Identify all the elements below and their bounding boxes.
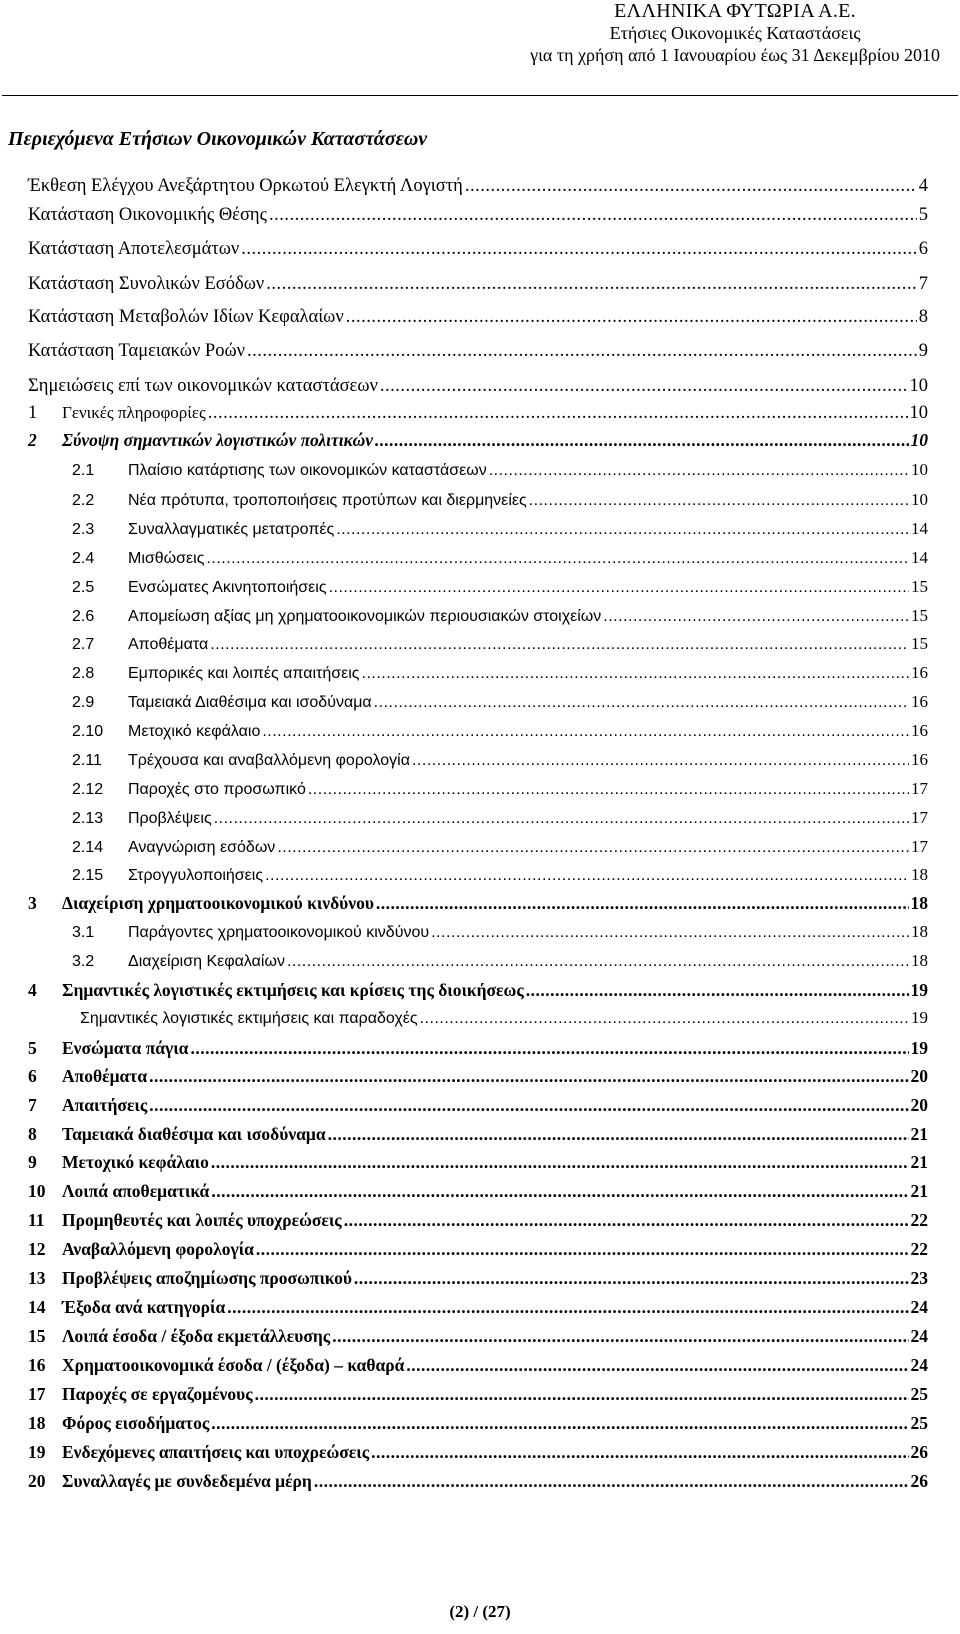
toc-entry-number: 2.3 [72, 521, 95, 538]
dot-leader [376, 891, 909, 915]
toc-entry-number: 20 [28, 1471, 46, 1491]
toc-entry-title: Χρηματοοικονομικά έσοδα / (έξοδα) – καθαρά [62, 1355, 405, 1375]
toc-entry-page: 25 [910, 1413, 928, 1433]
toc-entry[interactable] [28, 1440, 928, 1464]
toc-entry-page: 18 [911, 922, 928, 941]
toc-entry-title: Ενσώματες Ακινητοποιήσεις [128, 579, 327, 596]
toc-entry[interactable] [28, 1122, 928, 1146]
dot-leader [308, 778, 909, 802]
toc-entry[interactable] [28, 374, 928, 398]
toc-entry-page: 21 [910, 1181, 928, 1201]
dot-leader [332, 1324, 908, 1348]
toc-entry-title: Σημαντικές λογιστικές εκτιμήσεις και παραδοχές [80, 1010, 418, 1027]
toc-entry-number: 18 [28, 1413, 46, 1433]
toc-entry-number: 2.13 [72, 810, 104, 827]
dot-leader [266, 272, 917, 296]
toc-entry-title: Παροχές σε εργαζομένους [62, 1384, 253, 1404]
toc-entry-title: Απομείωση αξίας μη χρηματοοικονομικών περιουσιακών στοιχείων [128, 608, 602, 625]
toc-entry-number: 2.6 [72, 608, 95, 625]
company-name: ΕΛΛΗΝΙΚΑ ΦΥΤΩΡΙΑ Α.Ε. [614, 0, 856, 22]
toc-entry-title: Προβλέψεις αποζημίωσης προσωπικού [62, 1268, 352, 1288]
toc-entry-page: 25 [910, 1384, 928, 1404]
toc-entry[interactable] [28, 1411, 928, 1435]
toc-entry-page: 18 [910, 893, 928, 913]
toc-entry-title: Αναγνώριση εσόδων [128, 839, 276, 856]
toc-entry[interactable] [28, 272, 928, 296]
toc-entry-page: 5 [918, 205, 928, 225]
toc-entry-title: Εμπορικές και λοιπές απαιτήσεις [128, 665, 360, 682]
toc-entry[interactable] [28, 1266, 928, 1290]
toc-entry-title: Σημειώσεις επί των οικονομικών καταστάσεων [28, 376, 378, 396]
dot-leader [346, 305, 917, 329]
toc-entry[interactable] [72, 748, 928, 772]
toc-entry-title: Προβλέψεις [128, 810, 212, 827]
toc-entry-page: 16 [911, 721, 928, 740]
dot-leader [265, 864, 909, 888]
toc-entry[interactable] [28, 1324, 928, 1348]
toc-entry-number: 7 [28, 1095, 37, 1115]
toc-entry-title: Αποθέματα [128, 636, 209, 653]
toc-entry[interactable] [72, 863, 928, 887]
toc-entry[interactable] [28, 978, 928, 1002]
dot-leader [190, 1036, 908, 1060]
dot-leader [354, 1266, 909, 1290]
toc-entry[interactable] [28, 174, 928, 198]
toc-entry[interactable] [28, 339, 928, 363]
toc-entry-title: Συναλλαγές με συνδεδεμένα μέρη [62, 1471, 312, 1491]
toc-entry-page: 17 [911, 808, 928, 827]
toc-entry[interactable] [72, 546, 928, 570]
toc-entry-page: 22 [910, 1210, 928, 1230]
toc-entry[interactable] [80, 1006, 928, 1030]
toc-entry[interactable] [28, 237, 928, 261]
toc-entry-page: 22 [910, 1239, 928, 1259]
toc-entry-title: Σημαντικές λογιστικές εκτιμήσεις και κρίσεις της διοικήσεως [62, 980, 524, 1000]
toc-entry-page: 19 [910, 1038, 928, 1058]
toc-entry[interactable] [28, 1179, 928, 1203]
toc-entry-number: 2.10 [72, 723, 104, 740]
toc-entry[interactable] [28, 1382, 928, 1406]
toc-entry-page: 14 [911, 519, 928, 538]
toc-entry-number: 2.1 [72, 462, 95, 479]
toc-entry-page: 19 [911, 1008, 928, 1027]
toc-entry-number: 2.7 [72, 636, 95, 653]
toc-entry[interactable] [28, 1150, 928, 1174]
toc-entry[interactable] [28, 203, 928, 227]
toc-entry-number: 3 [28, 893, 37, 913]
toc-entry-page: 21 [910, 1124, 928, 1144]
dot-leader [362, 662, 910, 686]
dot-leader [210, 633, 909, 657]
toc-entry-page: 24 [910, 1297, 928, 1317]
toc-entry-title: Φόρος εισοδήματος [62, 1413, 210, 1433]
toc-entry-page: 16 [911, 692, 928, 711]
toc-entry[interactable] [28, 401, 928, 425]
toc-entry-title: Στρογγυλοποιήσεις [128, 867, 264, 884]
report-subtitle: Ετήσιες Οικονομικές Καταστάσεις [609, 23, 861, 43]
dot-leader [526, 978, 909, 1002]
toc-entry[interactable] [28, 305, 928, 329]
toc-entry[interactable] [72, 488, 928, 512]
header-divider [2, 95, 958, 96]
toc-entry[interactable] [28, 1469, 928, 1493]
toc-entry-number: 19 [28, 1442, 46, 1462]
toc-entry-title: Παράγοντες χρηματοοικονομικού κινδύνου [128, 924, 430, 941]
dot-leader [420, 1007, 909, 1031]
toc-entry-title: Συναλλαγματικές μετατροπές [128, 521, 335, 538]
toc-entry[interactable] [28, 428, 928, 452]
toc-entry-page: 15 [911, 634, 928, 653]
dot-leader [256, 1237, 909, 1261]
dot-leader [489, 459, 909, 483]
toc-entry-number: 2.8 [72, 665, 95, 682]
toc-entry-number: 12 [28, 1239, 46, 1259]
toc-entry-number: 2.9 [72, 694, 95, 711]
toc-entry-page: 10 [911, 490, 928, 509]
dot-leader [247, 339, 917, 363]
toc-entry-title: Αποθέματα [62, 1066, 148, 1086]
dot-leader [287, 950, 909, 974]
dot-leader [603, 605, 909, 629]
dot-leader [255, 1382, 909, 1406]
toc-entry-page: 8 [918, 307, 928, 327]
toc-entry-number: 1 [28, 403, 38, 423]
toc-entry-page: 15 [911, 577, 928, 596]
dot-leader [149, 1064, 908, 1088]
toc-entry-page: 10 [909, 403, 928, 423]
toc-entry-title: Κατάσταση Αποτελεσμάτων [28, 239, 240, 259]
toc-entry-page: 26 [910, 1442, 928, 1462]
toc-entry-title: Ταμειακά διαθέσιμα και ισοδύναμα [62, 1124, 326, 1144]
toc-entry-page: 16 [911, 750, 928, 769]
toc-entry[interactable] [72, 517, 928, 541]
toc-entry-page: 16 [911, 663, 928, 682]
toc-entry[interactable] [28, 891, 928, 915]
toc-entry[interactable] [28, 1353, 928, 1377]
toc-entry-number: 2.15 [72, 867, 104, 884]
toc-entry-title: Κατάσταση Ταμειακών Ροών [28, 341, 246, 361]
toc-entry-page: 10 [911, 460, 928, 479]
toc-entry-number: 14 [28, 1297, 46, 1317]
dot-leader [208, 401, 908, 425]
toc-entry-page: 17 [911, 837, 928, 856]
dot-leader [314, 1469, 909, 1493]
toc-entry[interactable] [72, 458, 928, 482]
toc-entry-title: Ταμειακά Διαθέσιμα και ισοδύναμα [128, 694, 372, 711]
toc-entry[interactable] [28, 1295, 928, 1319]
toc-entry-page: 20 [910, 1066, 928, 1086]
dot-leader [374, 691, 909, 715]
dot-leader [277, 836, 909, 860]
toc-entry-page: 18 [911, 951, 928, 970]
dot-leader [406, 1353, 908, 1377]
dot-leader [214, 807, 909, 831]
toc-entry-page: 4 [918, 176, 928, 196]
toc-entry-page: 17 [911, 779, 928, 798]
toc-entry[interactable] [72, 835, 928, 859]
toc-entry-title: Γενικές πληροφορίες [62, 403, 206, 422]
toc-entry-title: Μετοχικό κεφάλαιο [62, 1152, 209, 1172]
toc-entry[interactable] [72, 806, 928, 830]
toc-entry[interactable] [72, 604, 928, 628]
dot-leader [211, 1179, 908, 1203]
toc-entry-title: Διαχείριση χρηματοοικονομικού κινδύνου [62, 893, 374, 913]
toc-entry-number: 11 [28, 1210, 45, 1230]
toc-entry[interactable] [28, 1093, 928, 1117]
toc-entry-number: 2.11 [72, 752, 102, 769]
dot-leader [269, 203, 917, 227]
toc-entry[interactable] [72, 719, 928, 743]
toc-entry-page: 18 [911, 865, 928, 884]
toc-entry-number: 5 [28, 1038, 37, 1058]
dot-leader [380, 374, 908, 398]
toc-entry-page: 20 [910, 1095, 928, 1115]
report-period: για τη χρήση από 1 Ιανουαρίου έως 31 Δεκεμβρίου 2010 [530, 45, 940, 65]
toc-entry-title: Παροχές στο προσωπικό [128, 781, 306, 798]
toc-entry[interactable] [72, 777, 928, 801]
toc-entry-page: 19 [910, 980, 928, 1000]
toc-entry-number: 2 [28, 430, 37, 450]
toc-entry[interactable] [28, 1036, 928, 1060]
toc-entry-page: 15 [911, 606, 928, 625]
toc-entry[interactable] [28, 1064, 928, 1088]
dot-leader [241, 237, 916, 261]
toc-entry-number: 10 [28, 1181, 46, 1201]
toc-entry-title: Ενσώματα πάγια [62, 1038, 189, 1058]
toc-entry-number: 2.2 [72, 492, 95, 509]
toc-entry-number: 3.2 [72, 953, 95, 970]
toc-entry[interactable] [72, 690, 928, 714]
toc-entry-number: 16 [28, 1355, 46, 1375]
dot-leader [431, 921, 909, 945]
toc-entry-number: 13 [28, 1268, 46, 1288]
toc-entry[interactable] [28, 1208, 928, 1232]
toc-entry-number: 17 [28, 1384, 46, 1404]
toc-entry-number: 9 [28, 1152, 37, 1172]
toc-entry-number: 2.5 [72, 579, 95, 596]
toc-entry-title: Έξοδα ανά κατηγορία [62, 1297, 226, 1317]
toc-entry-title: Πλαίσιο κατάρτισης των οικονομικών καταστάσεων [128, 462, 487, 479]
page-header [530, 0, 940, 66]
toc-entry-title: Ενδεχόμενες απαιτήσεις και υποχρεώσεις [62, 1442, 370, 1462]
toc-entry-title: Κατάσταση Συνολικών Εσόδων [28, 274, 265, 294]
toc-entry-page: 21 [910, 1152, 928, 1172]
dot-leader [344, 1208, 909, 1232]
toc-entry-number: 8 [28, 1124, 37, 1144]
page-number-footer: (2) / (27) [449, 1602, 511, 1621]
toc-entry-page: 26 [910, 1471, 928, 1491]
dot-leader [375, 428, 909, 452]
toc-entry-title: Λοιπά αποθεματικά [62, 1181, 210, 1201]
toc-entry-title: Νέα πρότυπα, τροποποιήσεις προτύπων και διερμηνείες [128, 492, 527, 509]
dot-leader [465, 174, 917, 198]
toc-title: Περιεχόμενα Ετήσιων Οικονομικών Καταστάσεων [8, 128, 428, 150]
toc-entry-page: 6 [918, 239, 928, 259]
toc-entry-page: 23 [910, 1268, 928, 1288]
toc-entry-title: Έκθεση Ελέγχου Ανεξάρτητου Ορκωτού Ελεγκτή Λογιστή [28, 176, 463, 196]
dot-leader [529, 489, 909, 513]
dot-leader [227, 1295, 908, 1319]
toc-entry-page: 10 [910, 430, 928, 450]
toc-entry-page: 7 [918, 274, 928, 294]
dot-leader [412, 749, 909, 773]
toc-entry-number: 3.1 [72, 924, 95, 941]
toc-entry-title: Κατάσταση Οικονομικής Θέσης [28, 205, 267, 225]
toc-entry[interactable] [72, 949, 928, 973]
toc-entry-page: 9 [918, 341, 928, 361]
dot-leader [206, 547, 909, 571]
toc-entry-number: 2.14 [72, 839, 104, 856]
toc-entry[interactable] [28, 1237, 928, 1261]
dot-leader [328, 1122, 909, 1146]
toc-entry-number: 2.4 [72, 550, 95, 567]
toc-entry-title: Κατάσταση Μεταβολών Ιδίων Κεφαλαίων [28, 307, 344, 327]
toc-entry-number: 4 [28, 980, 37, 1000]
toc-entry-title: Απαιτήσεις [62, 1095, 148, 1115]
toc-entry-number: 2.12 [72, 781, 104, 798]
dot-leader [329, 576, 909, 600]
toc-entry-title: Μετοχικό κεφάλαιο [128, 723, 261, 740]
toc-entry-title: Αναβαλλόμενη φορολογία [62, 1239, 254, 1259]
toc-entry[interactable] [72, 920, 928, 944]
toc-entry-title: Λοιπά έσοδα / έξοδα εκμετάλλευσης [62, 1326, 331, 1346]
toc-entry-title: Σύνοψη σημαντικών λογιστικών πολιτικών [62, 430, 373, 450]
toc-entry-title: Τρέχουσα και αναβαλλόμενη φορολογία [128, 752, 410, 769]
toc-entry-page: 24 [910, 1355, 928, 1375]
dot-leader [149, 1093, 908, 1117]
toc-entry-title: Προμηθευτές και λοιπές υποχρεώσεις [62, 1210, 342, 1230]
toc-entry[interactable] [72, 575, 928, 599]
toc-entry-page: 24 [910, 1326, 928, 1346]
dot-leader [262, 720, 909, 744]
toc-entry-number: 6 [28, 1066, 37, 1086]
dot-leader [336, 518, 909, 542]
dot-leader [211, 1150, 909, 1174]
toc-entry-title: Μισθώσεις [128, 550, 205, 567]
toc-entry-title: Διαχείριση Κεφαλαίων [128, 953, 285, 970]
dot-leader [371, 1440, 908, 1464]
toc-entry[interactable] [72, 632, 928, 656]
toc-entry[interactable] [72, 661, 928, 685]
toc-entry-page: 14 [911, 548, 928, 567]
toc-entry-number: 15 [28, 1326, 46, 1346]
dot-leader [211, 1411, 908, 1435]
toc-entry-page: 10 [909, 376, 928, 396]
